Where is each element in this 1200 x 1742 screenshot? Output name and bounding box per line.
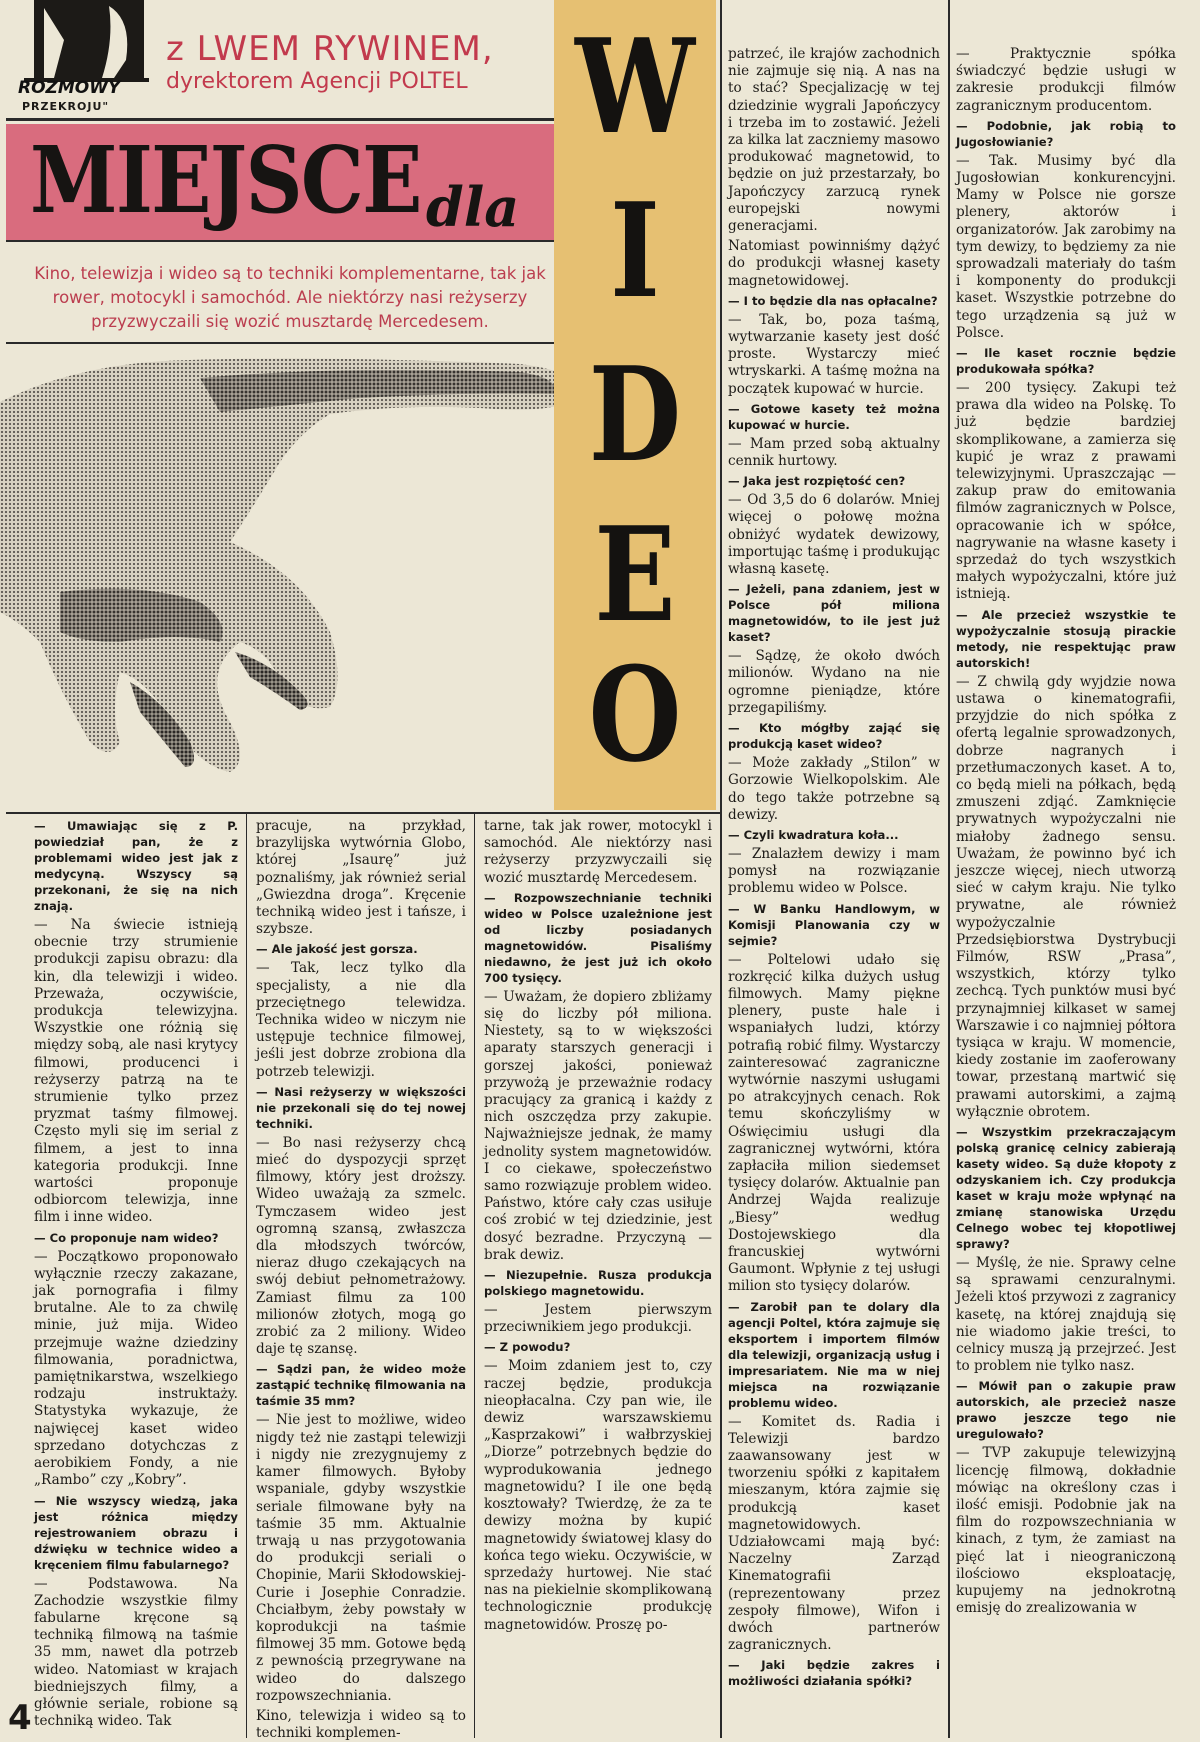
interview-question: — Nasi reżyserzy w większości nie przekonali się do tej nowej techniki. <box>256 1084 466 1131</box>
interview-question: — Umawiając się z P. powiedział pan, że z problemami wideo jest jak z medycyną. Wszyscy są przekonani, że się na nich znają. <box>34 819 238 913</box>
title-top-rule <box>6 118 554 121</box>
wideo-letter-e: E <box>594 498 676 651</box>
interview-answer: Natomiast powinniśmy dążyć do produkcji własnej kasety magnetowidowej. <box>728 238 940 289</box>
interview-answer: — Poltelowi udało się rozkręcić kilka dużych usług filmowych. Mamy piękne plenery, puste hale i wspaniałych ludzi, którzy potrafią robić filmy. Wystarczy zainteresować zagraniczne wytwórnie naszymi usługami po atrakcyjnych cenach. Rok temu skończyliśmy w Oświęcimiu usługi dla zagranicznej wytwórni, która zapłaciła milion siedemset tysięcy dolarów. Aktualnie pan Andrzej Wajda realizuje „Biesy” według Dostojewskiego dla francuskiej wytwórni Gaumont. Wpłynie z tej usługi milion sto tysięcy dolarów. <box>728 951 940 1295</box>
interview-answer: — Jestem pierwszym przeciwnikiem jego produkcji. <box>484 1302 712 1336</box>
pointing-hand-illustration <box>0 342 590 812</box>
column-rule-4 <box>720 0 722 1738</box>
kicker-line-1: z LWEM RYWINEM, <box>166 29 494 69</box>
interview-answer: — Może zakłady „Stilon” w Gorzowie Wielkopolskim. Ale do tego także potrzebne są dewizy. <box>728 755 940 823</box>
interview-question: — Jaka jest rozpiętość cen? <box>728 474 906 489</box>
interview-answer: — Praktycznie spółka świadczyć będzie usługi w zakresie produkcji filmów zagranicznym producentom. <box>956 46 1176 114</box>
wideo-letter-i: I <box>610 174 660 327</box>
wideo-letter-w: W <box>575 10 695 163</box>
lead-paragraph: Kino, telewizja i wideo są to techniki komplementarne, tak jak rower, motocykl i samochód. Ale niektórzy nasi reżyserzy przyzwyczaili się wozić musztardę Mercedesem. <box>34 264 546 331</box>
interview-question: — Sądzi pan, że wideo może zastąpić technikę filmowania na taśmie 35 mm? <box>256 1362 466 1409</box>
wideo-letter-d: D <box>588 338 682 491</box>
article-column-4 <box>728 46 940 1734</box>
column-rule-1 <box>246 814 247 1738</box>
interview-answer: — Na świecie istnieją obecnie trzy strumienie produkcji zapisu obrazu: dla kin, dla telewizji i wideo. Przeważa, oczywiście, produkcja telewizyjna. Wszystkie one różnią się między sobą, ale nasi krytycy filmowi, producenci i reżyserzy patrzą na te strumienie tylko przez pryzmat taśmy filmowej. Często myli się im serial z filmem, a jest to inna kategoria produkcji. Inne wartości proponuje odbiorcom telewizja, inne film i inne wideo. <box>34 917 238 1226</box>
wideo-vertical-band <box>554 0 716 810</box>
interview-question: — Wszystkim przekraczającym polską granicę celnicy zabierają kasety wideo. Są duże kłopoty z odzyskaniem ich. Czy produkcja kaset w kraju może wpłynąć na zmianę stanowiska Urzędu Celnego wobec tej kłopotliwej sprawy? <box>956 1124 1176 1251</box>
headline-dla: dla <box>426 175 520 239</box>
body-top-rule <box>6 812 720 814</box>
column-rule-5 <box>948 0 950 1738</box>
interview-question: — W Banku Handlowym, w Komisji Planowania czy w sejmie? <box>728 901 940 948</box>
interview-answer: — Tak. Musimy być dla Jugosłowian konkurencyjni. Mamy w Polsce nie gorsze plenery, aktorów i organizatorów. Jak zarobimy na tym dewizy, to będziemy za nie sprowadzali materiały do taśm i komponenty do produkcji kaset. Wszystkie potrzebne do tego urządzenia są już w Polsce. <box>956 152 1176 341</box>
interview-answer: — 200 tysięcy. Zakupi też prawa dla wideo na Polskę. To już będzie bardziej skomplikowane, a zamierza się kupić je wraz z prawami telewizyjnymi. Upraszczając — zakup praw do emitowania filmów zagranicznych w Polsce, opracowanie ich w spółce, nagrywanie na własne kasety i sprzedaż do tych wszystkich małych wypożyczalni, które już istnieją. <box>956 380 1176 603</box>
interview-answer: tarne, tak jak rower, motocykl i samochód. Ale niektórzy nasi reżyserzy przyzwyczaili się wozić musztardę Mercedesem. <box>484 818 712 886</box>
interview-question: — Podobnie, jak robią to Jugosłowianie? <box>956 118 1176 149</box>
article-column-2 <box>256 818 466 1742</box>
interview-question: — Gotowe kasety też można kupować w hurcie. <box>728 401 940 432</box>
interview-answer: — Od 3,5 do 6 dolarów. Mniej więcej o połowę można obniżyć wydatek dewizowy, importując taśmę i produkując własną kasetę. <box>728 492 940 578</box>
interview-question: — Co proponuje nam wideo? <box>34 1230 219 1245</box>
interview-question: — Czyli kwadratura koła... <box>728 827 899 842</box>
interview-question: — I to będzie dla nas opłacalne? <box>728 293 938 308</box>
interview-question: — Ale jakość jest gorsza. <box>256 942 418 957</box>
interview-answer: — Mam przed sobą aktualny cennik hurtowy. <box>728 435 940 470</box>
interview-answer: — Znalazłem dewizy i mam pomysł na rozwiązanie problemu wideo w Polsce. <box>728 845 940 897</box>
interview-answer: patrzeć, ile krajów zachodnich nie zajmuje się nią. A nas na to stać? Specjalizację w tej dziedzinie wygrali Japończycy i trzeba im to zostawić. Jeżeli za kilka lat zaczniemy masowo produkować magnetowid, to będzie on już przestarzały, bo Japończycy zarzucą rynek europejski nowymi generacjami. <box>728 46 940 235</box>
interview-question: — Mówił pan o zakupie praw autorskich, ale przecież nasze prawo jeszcze tego nie uregulowało? <box>956 1379 1176 1442</box>
title-bottom-rule <box>6 240 554 242</box>
interview-answer: — Uważam, że dopiero zbliżamy się do liczby pół miliona. Niestety, są to w większości aparaty starszych generacji i gorszej jakości, ponieważ przywożą je przeważnie rodacy pracujący za granicą i każdy z nich oszczędza przy zakupie. Najważniejsze jednak, że mamy jednolity system magnetowidów. I co ciekawe, społeczeństwo samo rozwiązuje problem wideo. Państwo, które cały czas usiłuje coś zrobić w tej dziedzinie, jest dosyć bezradne. Przyczyną — brak dewiz. <box>484 988 712 1263</box>
interview-answer: pracuje, na przykład, brazylijska wytwórnia Globo, której „Isaurę” już poznaliśmy, jak również serial „Gwiezdna droga”. Kręcenie techniką wideo jest i tańsze, i szybsze. <box>256 818 466 938</box>
interview-answer: — TVP zakupuje telewizyjną licencję filmową, dokładnie mówiąc na określony czas i ilość emisji. Podobnie jak na film do rozpowszechniania w kinach, z tym, że zamiast na pięć lat i nieograniczoną ilościowo eksploatację, kupujemy na jednokrotną emisję do zrealizowania w <box>956 1445 1176 1617</box>
interview-question: — Zarobił pan te dolary dla agencji Poltel, która zajmuje się eksportem i importem filmów dla telewizji, organizacją usług i impresariatem. Nie ma w niej miejsca na rozwiązanie problemu wideo. <box>728 1299 940 1410</box>
headline-main: MIEJSCE <box>30 126 421 234</box>
interview-answer: — Początkowo proponowało wyłącznie rzeczy zakazane, jak pornografia i filmy brutalne. Ale to za chwilę minie, już mija. Wideo przejmuje ważne dziedziny filmowania, poradnictwa, pamiętnikarstwa, wszelkiego rodzaju instruktaży. Statystyka wykazuje, że najwięcej kaset wideo sprzedano dotychczas z aerobikiem Fondy, a nie „Rambo” czy „Kobry”. <box>34 1248 238 1489</box>
article-column-3 <box>484 818 712 1733</box>
article-column-5 <box>956 46 1176 1734</box>
interview-kicker <box>166 30 526 96</box>
interview-answer: — Podstawowa. Na Zachodzie wszystkie filmy fabularne kręcone są techniką filmową na taśmie 35 mm, nawet dla potrzeb wideo. Natomiast w krajach biedniejszych filmy, a głównie seriale, robione są techniką wideo. Tak <box>34 1575 238 1730</box>
interview-question: — Nie wszyscy wiedzą, jaka jest różnica między rejestrowaniem obrazu i dźwięku w technice wideo a kręceniem filmu fabularnego? <box>34 1493 238 1572</box>
interview-question: — Kto mógłby zająć się produkcją kaset wideo? <box>728 721 940 752</box>
interview-answer: — Myślę, że nie. Sprawy celne są sprawami cenzuralnymi. Jeżeli ktoś przywozi z zagranicy kasetę, na której znajdują się nie wiadomo jakie treści, to celnicy muszą ją przejrzeć. Jest to problem nie tylko nasz. <box>956 1254 1176 1375</box>
interview-answer: — Tak, bo, poza taśmą, wytwarzanie kasety jest dość proste. Wystarczy mieć wtryskarki. A taśmę można na początek kupować w hurcie. <box>728 311 940 397</box>
interview-answer: — Tak, lecz tylko dla specjalisty, a nie dla przeciętnego telewidza. Technika wideo w niczym nie ustępuje technice filmowej, jeśli jest dobrze zrobiona dla potrzeb telewizji. <box>256 960 466 1080</box>
interview-question: — Z powodu? <box>484 1340 571 1355</box>
kicker-line-2: dyrektorem Agencji POLTEL <box>166 69 468 94</box>
interview-question: — Niezupełnie. Rusza produkcja polskiego magnetowidu. <box>484 1268 712 1299</box>
interview-answer: Kino, telewizja i wideo są to techniki komplemen- <box>256 1707 466 1742</box>
interview-answer: — Nie jest to możliwe, wideo nigdy też nie zastąpi telewizji i nigdy nie zrezygnujemy z kamer filmowych. Byłoby wspaniale, gdyby wszystkie seriale filmowane były na taśmie 35 mm. Aktualnie trwają u nas przygotowania do produkcji seriali o Chopinie, Marii Skłodowskiej-Curie i Josephie Conradzie. Chciałbym, żeby powstały w koprodukcji na taśmie filmowej 35 mm. Gotowe będą z pewnością przegrywane na wideo do dalszego rozpowszechniania. <box>256 1412 466 1704</box>
article-column-1 <box>34 818 238 1730</box>
interview-answer: — Moim zdaniem jest to, czy raczej będzie, produkcja nieopłacalna. Czy pan wie, ile dewiz warszawskiemu „Kasprzakowi” i wałbrzyskiej „Diorze” potrzebnych będzie do wyprodukowania jednego magnetowidu? I ile one będą kosztowały? Twierdzę, że za te dewizy można by kupić magnetowidy światowej klasy do końca tego wieku. Oczywiście, w sprzedaży hurtowej. Nie stać nas na piekielnie skomplikowaną technologicznie produkcję magnetowidów. Proszę po- <box>484 1358 712 1633</box>
interview-question: — Ile kaset rocznie będzie produkowała spółka? <box>956 346 1176 377</box>
interview-answer: — Sądzę, że około dwóch milionów. Wydano na nie ogromne pieniądze, które przegapiliśmy. <box>728 648 940 716</box>
logo-title: ROZMOWY <box>18 78 121 98</box>
interview-question: — Ale przecież wszystkie te wypożyczalnie stosują pirackie metody, nie respektując praw autorskich! <box>956 607 1176 670</box>
logo-subtitle: PRZEKROJU" <box>22 100 110 113</box>
interview-answer: — Komitet ds. Radia i Telewizji bardzo zaawansowany jest w tworzeniu spółki z kapitałem mieszanym, która zajmie się produkcją kaset magnetowidowych. Udziałowcami mają być: Naczelny Zarząd Kinematografii (reprezentowany przez zespoły filmowe), Wifon i dwóch partnerów zagranicznych. <box>728 1413 940 1654</box>
page-number: 4 <box>8 1698 32 1738</box>
column-rule-2 <box>474 814 475 1738</box>
interview-answer: — Z chwilą gdy wyjdzie nowa ustawa o kinematografii, przyjdzie do nich spółka z ofertą legalnie sprowadzonych, dobrze nagranych i przetłumaczonych kaset. A to, co będą mieli na półkach, będą zmuszeni zdjąć. Zamknięcie prywatnych wypożyczalni nie miałoby żadnego sensu. Uważam, że powinno być ich jeszcze więcej, niech utworzą sieć w całym kraju. Nie tylko prywatne, ale również wypożyczalnie Przedsiębiorstwa Dystrybucji Filmów, RSW „Prasa”, wszystkich, którzy tylko zechcą. Tych punktów musi być przynajmniej kilkaset w samej Warszawie i co najmniej półtora tysiąca w kraju. W momencie, kiedy zostanie im zaoferowany towar, przestaną martwić się prawami autorskimi, a zajmą wyłącznie obrotem. <box>956 673 1176 1120</box>
interview-question: — Jeżeli, pana zdaniem, jest w Polsce pół miliona magnetowidów, to ile jest już kaset? <box>728 582 940 645</box>
interview-question: — Jaki będzie zakres i możliwości działania spółki? <box>728 1658 940 1689</box>
wideo-letter-o: O <box>588 638 682 791</box>
interview-answer: — Bo nasi reżyserzy chcą mieć do dyspozycji sprzęt filmowy, który jest droższy. Wideo uważają za szmelc. Tymczasem wideo jest ogromną szansą, zwłaszcza dla młodszych twórców, nieraz długo czekających na swój debiut pełnometrażowy. Zamiast filmu za 100 milionów złotych, mogą go zrobić za 2 miliony. Wideo daje tę szansę. <box>256 1134 466 1358</box>
interview-question: — Rozpowszechnianie techniki wideo w Polsce uzależnione jest od liczby posiadanych magnetowidów. Pisaliśmy niedawno, że jest już ich około 700 tysięcy. <box>484 890 712 985</box>
